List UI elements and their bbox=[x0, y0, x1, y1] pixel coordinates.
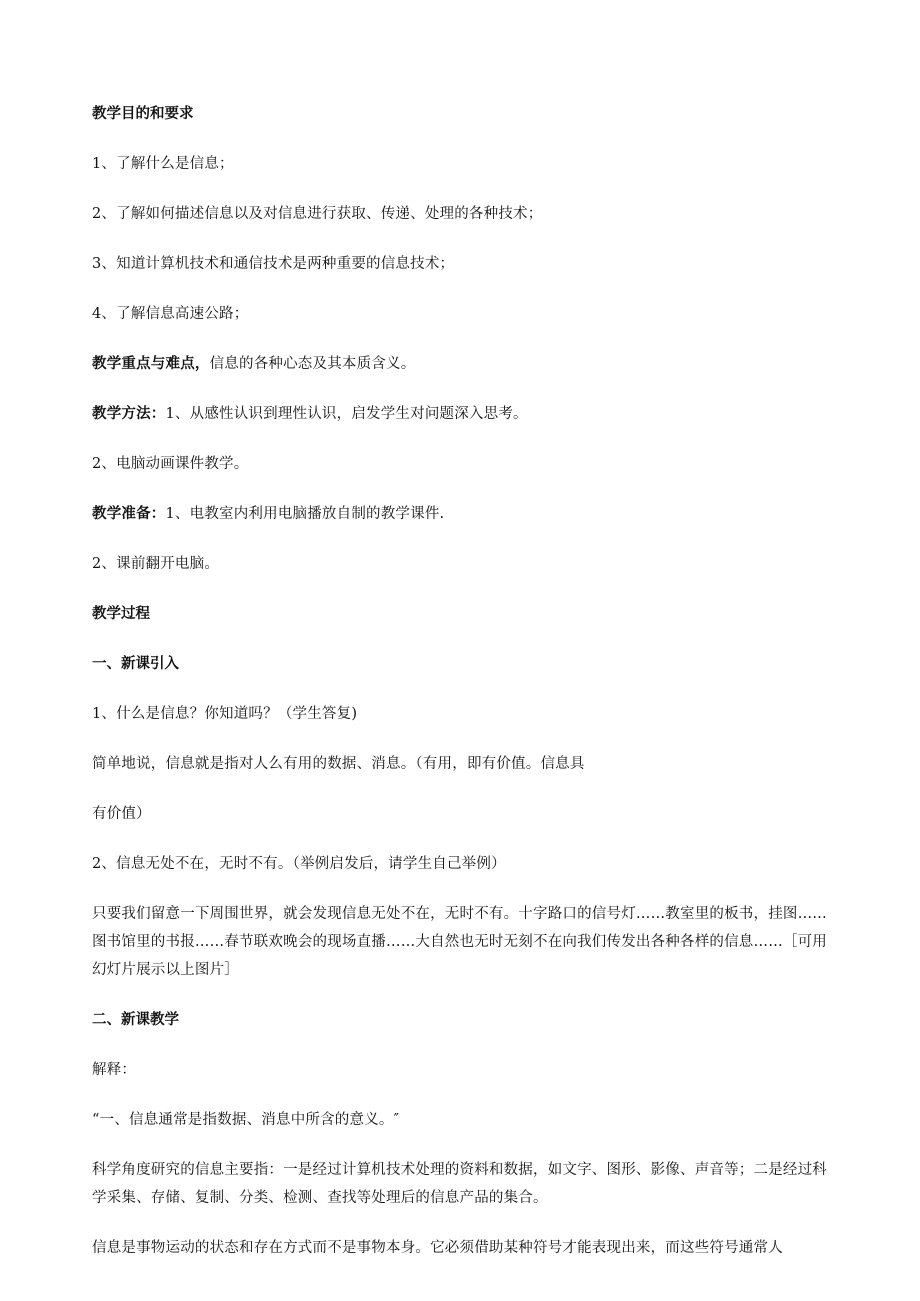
preparation-paragraph bbox=[92, 500, 827, 528]
objective-item: 1、了解什么是信息； bbox=[92, 156, 234, 172]
key-points-text: 信息的各种心态及其本质含义。 bbox=[209, 356, 416, 372]
section1-question1: 1、什么是信息？你知道吗？（学生答复) bbox=[92, 706, 358, 722]
section2-quote: “一、信息通常是指数据、消息中所含的意义。″ bbox=[92, 1112, 400, 1128]
section2-paragraph: 信息是事物运动的状态和存在方式而不是事物本身。它必须借助某种符号才能表现出来，而这些符号通常人 bbox=[92, 1240, 783, 1256]
section2-paragraph: 科学角度研究的信息主要指：一是经过计算机技术处理的资料和数据，如文字、图形、影像、声音等；二是经过科学采集、存储、复制、分类、检测、查找等处理后的信息产品的集合。 bbox=[92, 1162, 827, 1206]
preparation-item: 2、课前翻开电脑。 bbox=[92, 556, 220, 572]
objective-item: 2、了解如何描述信息以及对信息进行获取、传递、处理的各种技术； bbox=[92, 206, 543, 222]
section1-answer2: 只要我们留意一下周围世界，就会发现信息无处不在，无时不有。十字路口的信号灯……教室里的板书，挂图……图书馆里的书报……春节联欢晚会的现场直播……大自然也无时无刻不在向我们传发出各种各样的信息……［可用幻灯片展示以上图片］ bbox=[92, 906, 827, 978]
preparation-text: 1、电教室内利用电脑播放自制的教学课件. bbox=[165, 506, 445, 522]
section2-heading: 二、新课教学 bbox=[92, 1012, 179, 1028]
document-page bbox=[92, 100, 827, 1284]
objective-item: 3、知道计算机技术和通信技术是两种重要的信息技术； bbox=[92, 256, 455, 272]
methods-paragraph bbox=[92, 400, 827, 428]
methods-text: 1、从感性认识到理性认识，启发学生对问题深入思考。 bbox=[165, 406, 528, 422]
key-points-label: 教学重点与难点， bbox=[92, 356, 210, 372]
objective-item: 4、了解信息高速公路； bbox=[92, 306, 249, 322]
key-points-paragraph bbox=[92, 350, 827, 378]
section1-answer1-line1: 简单地说，信息就是指对人么有用的数据、消息。（有用，即有价值。信息具 bbox=[92, 756, 585, 772]
section1-question2: 2、信息无处不在，无时不有。（举例启发后，请学生自己举例） bbox=[92, 856, 506, 872]
page-title: 教学目的和要求 bbox=[92, 106, 194, 122]
methods-label: 教学方法： bbox=[92, 406, 166, 422]
methods-item: 2、电脑动画课件教学。 bbox=[92, 456, 249, 472]
preparation-label: 教学准备： bbox=[92, 506, 166, 522]
section1-answer1-line2: 有价值） bbox=[92, 806, 151, 822]
section1-heading: 一、新课引入 bbox=[92, 656, 179, 672]
section2-explain-label: 解释： bbox=[92, 1062, 137, 1078]
process-heading: 教学过程 bbox=[92, 606, 150, 622]
